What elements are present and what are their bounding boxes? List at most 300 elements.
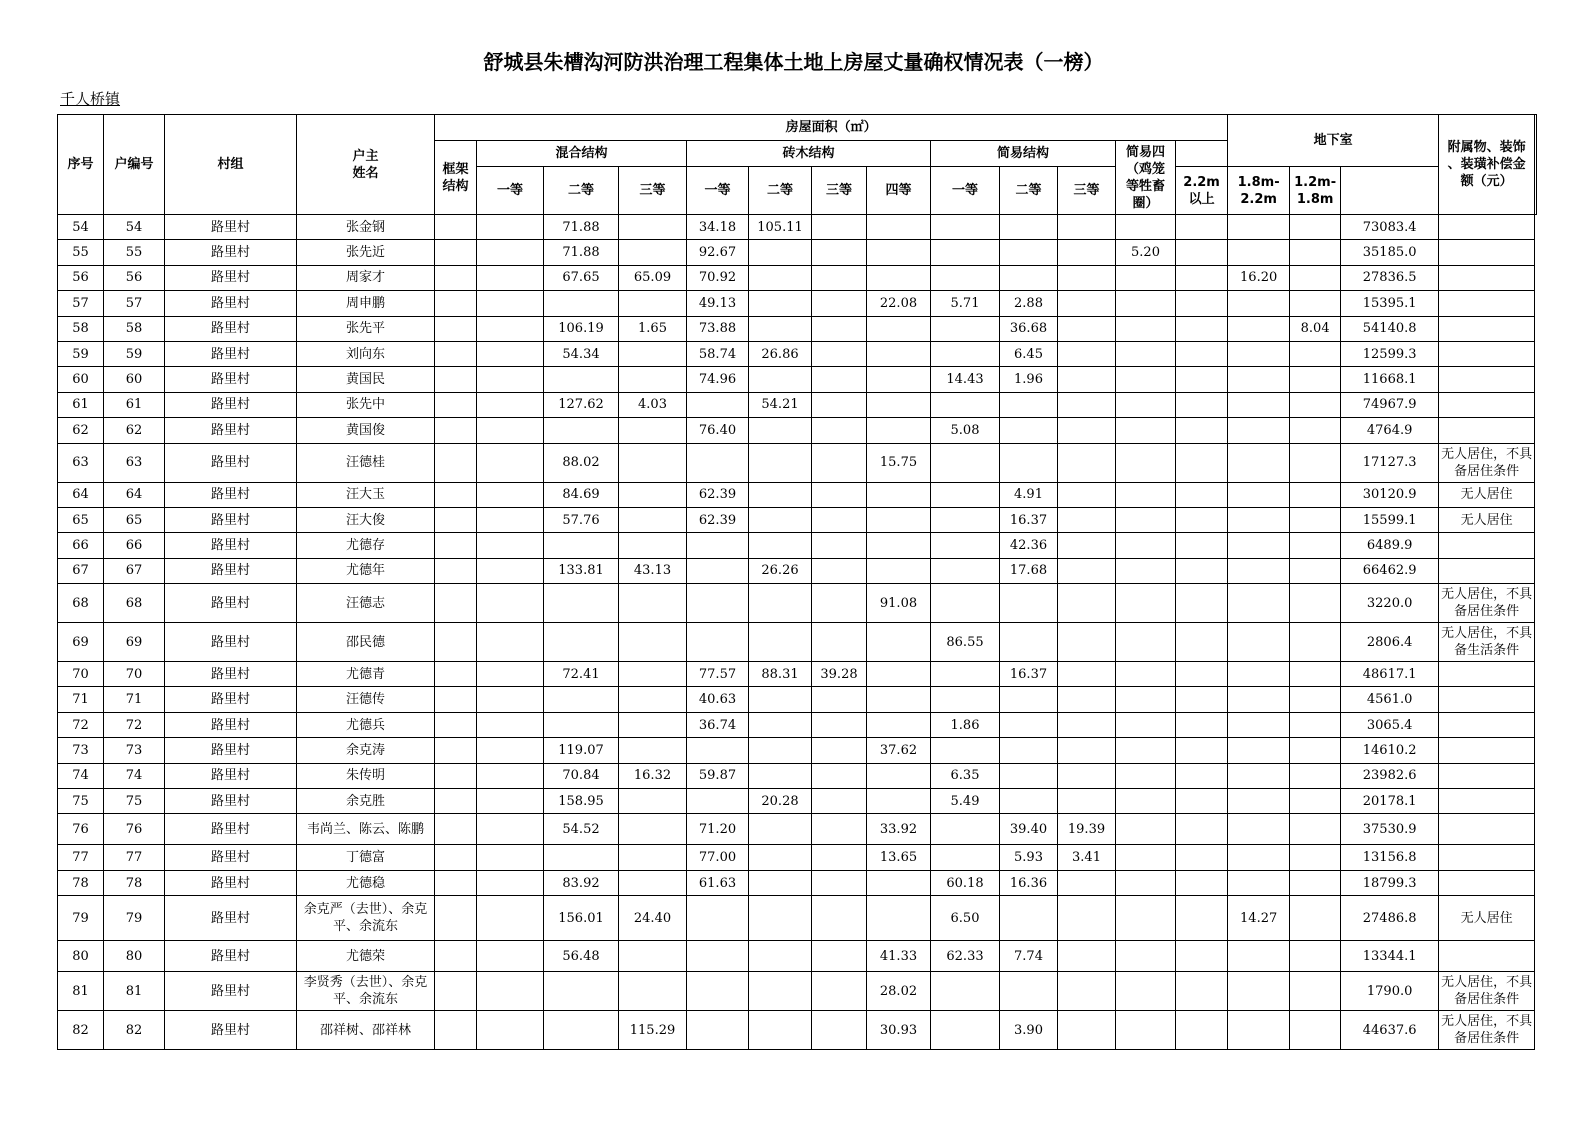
cell-mixed-grade1 [477, 443, 544, 482]
cell-simple-grade1 [931, 558, 1000, 583]
cell-frame [435, 972, 477, 1011]
cell-compensation: 66462.9 [1341, 558, 1439, 583]
cell-brick-grade1: 71.20 [687, 814, 749, 845]
cell-simple4 [1116, 584, 1176, 623]
cell-brick-grade1 [687, 1011, 749, 1050]
cell-basement-b3 [1290, 662, 1341, 687]
cell-basement-b1 [1176, 662, 1228, 687]
cell-basement-b1 [1176, 482, 1228, 507]
cell-seq: 78 [58, 870, 104, 895]
cell-simple-grade3 [1058, 662, 1116, 687]
cell-basement-b3 [1290, 972, 1341, 1011]
cell-seq: 65 [58, 507, 104, 532]
cell-owner: 韦尚兰、陈云、陈鹏 [297, 814, 435, 845]
cell-basement-b1 [1176, 584, 1228, 623]
cell-brick-grade3 [812, 845, 867, 870]
cell-brick-grade1 [687, 738, 749, 763]
cell-basement-b3 [1290, 533, 1341, 558]
cell-compensation: 27486.8 [1341, 896, 1439, 941]
cell-basement-b2 [1228, 738, 1290, 763]
cell-village: 路里村 [165, 367, 297, 392]
cell-remark: 无人居住，不具备居住条件 [1439, 1011, 1535, 1050]
cell-mixed-grade2: 56.48 [544, 941, 619, 972]
cell-brick-grade3 [812, 240, 867, 265]
cell-village: 路里村 [165, 972, 297, 1011]
cell-brick-grade3 [812, 814, 867, 845]
cell-basement-b1 [1176, 215, 1228, 240]
cell-basement-b1 [1176, 972, 1228, 1011]
cell-seq: 77 [58, 845, 104, 870]
cell-basement-b2 [1228, 845, 1290, 870]
cell-seq: 63 [58, 443, 104, 482]
cell-simple4 [1116, 623, 1176, 662]
cell-brick-grade2 [749, 265, 812, 290]
cell-remark [1439, 316, 1535, 341]
cell-seq: 76 [58, 814, 104, 845]
cell-mixed-grade1 [477, 533, 544, 558]
cell-mixed-grade3: 16.32 [619, 763, 687, 788]
cell-compensation: 44637.6 [1341, 1011, 1439, 1050]
cell-compensation: 2806.4 [1341, 623, 1439, 662]
cell-seq: 56 [58, 265, 104, 290]
table-row [58, 533, 1537, 558]
cell-simple-grade2: 1.96 [1000, 367, 1058, 392]
cell-simple-grade2 [1000, 738, 1058, 763]
cell-mixed-grade1 [477, 367, 544, 392]
cell-simple-grade3 [1058, 687, 1116, 712]
table-row [58, 558, 1537, 583]
cell-mixed-grade1 [477, 896, 544, 941]
cell-basement-b3 [1290, 738, 1341, 763]
cell-household-no: 74 [104, 763, 165, 788]
cell-mixed-grade2 [544, 845, 619, 870]
cell-compensation: 15599.1 [1341, 507, 1439, 532]
cell-frame [435, 341, 477, 366]
cell-mixed-grade2: 158.95 [544, 789, 619, 814]
cell-village: 路里村 [165, 392, 297, 417]
cell-seq: 64 [58, 482, 104, 507]
cell-seq: 74 [58, 763, 104, 788]
table-row [58, 584, 1537, 623]
cell-household-no: 70 [104, 662, 165, 687]
cell-brick-grade3 [812, 367, 867, 392]
header-simple4: 简易四 （鸡笼 等牲畜 圈） [1116, 141, 1176, 215]
cell-household-no: 58 [104, 316, 165, 341]
cell-mixed-grade1 [477, 291, 544, 316]
cell-brick-grade3 [812, 533, 867, 558]
cell-mixed-grade2: 72.41 [544, 662, 619, 687]
cell-owner: 汪大玉 [297, 482, 435, 507]
table-row [58, 240, 1537, 265]
cell-simple-grade3 [1058, 240, 1116, 265]
cell-basement-b1 [1176, 738, 1228, 763]
cell-brick-grade4 [867, 341, 931, 366]
cell-household-no: 81 [104, 972, 165, 1011]
table-row [58, 789, 1537, 814]
cell-remark: 无人居住，不具备居住条件 [1439, 972, 1535, 1011]
cell-village: 路里村 [165, 738, 297, 763]
cell-simple-grade1 [931, 507, 1000, 532]
cell-brick-grade2 [749, 712, 812, 737]
cell-mixed-grade1 [477, 662, 544, 687]
cell-simple-grade1 [931, 240, 1000, 265]
header-seq: 序号 [58, 115, 104, 215]
cell-remark [1439, 712, 1535, 737]
cell-brick-grade1: 40.63 [687, 687, 749, 712]
cell-owner: 汪大俊 [297, 507, 435, 532]
cell-owner: 张先平 [297, 316, 435, 341]
cell-village: 路里村 [165, 584, 297, 623]
cell-frame [435, 941, 477, 972]
cell-simple-grade1 [931, 533, 1000, 558]
cell-seq: 59 [58, 341, 104, 366]
cell-brick-grade2: 26.26 [749, 558, 812, 583]
cell-mixed-grade2: 54.52 [544, 814, 619, 845]
cell-basement-b3 [1290, 558, 1341, 583]
cell-brick-grade4: 33.92 [867, 814, 931, 845]
cell-remark [1439, 533, 1535, 558]
cell-basement-b1 [1176, 392, 1228, 417]
cell-seq: 73 [58, 738, 104, 763]
header-simple-grade1: 一等 [931, 167, 1000, 215]
cell-brick-grade4 [867, 763, 931, 788]
cell-household-no: 73 [104, 738, 165, 763]
header-brick-grade4: 四等 [867, 167, 931, 215]
table-row [58, 712, 1537, 737]
cell-simple4 [1116, 533, 1176, 558]
cell-mixed-grade1 [477, 763, 544, 788]
cell-brick-grade3 [812, 584, 867, 623]
cell-household-no: 66 [104, 533, 165, 558]
cell-brick-grade2 [749, 972, 812, 1011]
cell-basement-b3 [1290, 896, 1341, 941]
table-row [58, 972, 1537, 1011]
header-remark [1535, 115, 1537, 215]
cell-basement-b2 [1228, 316, 1290, 341]
cell-mixed-grade2: 88.02 [544, 443, 619, 482]
cell-simple-grade2 [1000, 896, 1058, 941]
cell-simple-grade2 [1000, 443, 1058, 482]
cell-brick-grade4 [867, 789, 931, 814]
cell-remark: 无人居住，不具备生活条件 [1439, 623, 1535, 662]
cell-frame [435, 845, 477, 870]
cell-simple-grade3 [1058, 291, 1116, 316]
cell-household-no: 67 [104, 558, 165, 583]
cell-brick-grade1: 77.00 [687, 845, 749, 870]
cell-mixed-grade2 [544, 972, 619, 1011]
cell-basement-b2 [1228, 482, 1290, 507]
cell-simple-grade3 [1058, 265, 1116, 290]
cell-basement-b3 [1290, 341, 1341, 366]
cell-owner: 刘向东 [297, 341, 435, 366]
cell-remark [1439, 789, 1535, 814]
cell-simple4 [1116, 418, 1176, 443]
cell-remark [1439, 738, 1535, 763]
cell-owner: 邵祥树、邵祥林 [297, 1011, 435, 1050]
cell-remark [1439, 687, 1535, 712]
cell-brick-grade1: 70.92 [687, 265, 749, 290]
cell-brick-grade4 [867, 240, 931, 265]
cell-brick-grade3 [812, 712, 867, 737]
header-mixed-grade2: 二等 [544, 167, 619, 215]
cell-simple4 [1116, 507, 1176, 532]
cell-basement-b2 [1228, 584, 1290, 623]
table-row [58, 896, 1537, 941]
cell-seq: 75 [58, 789, 104, 814]
cell-frame [435, 738, 477, 763]
cell-simple4 [1116, 845, 1176, 870]
cell-household-no: 56 [104, 265, 165, 290]
cell-brick-grade3 [812, 789, 867, 814]
cell-basement-b3 [1290, 240, 1341, 265]
cell-compensation: 13156.8 [1341, 845, 1439, 870]
cell-mixed-grade3 [619, 533, 687, 558]
cell-simple4 [1116, 215, 1176, 240]
cell-basement-b1 [1176, 507, 1228, 532]
cell-brick-grade2: 54.21 [749, 392, 812, 417]
header-household-no: 户编号 [104, 115, 165, 215]
cell-simple4 [1116, 341, 1176, 366]
table-body [58, 215, 1537, 1050]
cell-simple-grade3 [1058, 789, 1116, 814]
cell-household-no: 78 [104, 870, 165, 895]
cell-brick-grade1: 73.88 [687, 316, 749, 341]
cell-brick-grade4 [867, 623, 931, 662]
header-mixed: 混合结构 [477, 141, 687, 167]
cell-brick-grade1 [687, 584, 749, 623]
cell-brick-grade4 [867, 896, 931, 941]
cell-mixed-grade2: 127.62 [544, 392, 619, 417]
cell-household-no: 65 [104, 507, 165, 532]
cell-frame [435, 367, 477, 392]
cell-frame [435, 443, 477, 482]
cell-brick-grade4 [867, 367, 931, 392]
cell-mixed-grade2: 70.84 [544, 763, 619, 788]
cell-basement-b3 [1290, 870, 1341, 895]
cell-simple-grade3 [1058, 443, 1116, 482]
header-mixed-grade3: 三等 [619, 167, 687, 215]
cell-basement-b2 [1228, 814, 1290, 845]
cell-simple4 [1116, 482, 1176, 507]
cell-simple-grade2: 4.91 [1000, 482, 1058, 507]
cell-basement-b3 [1290, 941, 1341, 972]
cell-simple-grade1 [931, 316, 1000, 341]
cell-brick-grade4 [867, 662, 931, 687]
cell-compensation: 6489.9 [1341, 533, 1439, 558]
cell-household-no: 76 [104, 814, 165, 845]
cell-seq: 71 [58, 687, 104, 712]
cell-brick-grade4 [867, 316, 931, 341]
cell-simple4 [1116, 738, 1176, 763]
cell-household-no: 64 [104, 482, 165, 507]
table-row [58, 738, 1537, 763]
cell-mixed-grade1 [477, 482, 544, 507]
cell-compensation: 73083.4 [1341, 215, 1439, 240]
cell-mixed-grade1 [477, 623, 544, 662]
cell-simple-grade3 [1058, 533, 1116, 558]
cell-household-no: 63 [104, 443, 165, 482]
cell-basement-b1 [1176, 789, 1228, 814]
cell-basement-b2 [1228, 291, 1290, 316]
cell-village: 路里村 [165, 870, 297, 895]
cell-remark [1439, 763, 1535, 788]
cell-brick-grade4 [867, 687, 931, 712]
cell-simple-grade1 [931, 443, 1000, 482]
cell-simple-grade1 [931, 482, 1000, 507]
cell-compensation: 20178.1 [1341, 789, 1439, 814]
cell-brick-grade1 [687, 789, 749, 814]
cell-basement-b1 [1176, 558, 1228, 583]
cell-mixed-grade1 [477, 845, 544, 870]
cell-brick-grade2 [749, 738, 812, 763]
cell-frame [435, 712, 477, 737]
cell-basement-b3 [1290, 584, 1341, 623]
cell-frame [435, 418, 477, 443]
cell-basement-b2 [1228, 763, 1290, 788]
cell-simple4 [1116, 1011, 1176, 1050]
cell-mixed-grade1 [477, 418, 544, 443]
cell-frame [435, 763, 477, 788]
cell-simple-grade1 [931, 215, 1000, 240]
cell-simple-grade3 [1058, 341, 1116, 366]
cell-mixed-grade2: 119.07 [544, 738, 619, 763]
cell-brick-grade4 [867, 392, 931, 417]
cell-seq: 82 [58, 1011, 104, 1050]
cell-simple-grade1 [931, 814, 1000, 845]
cell-simple-grade3 [1058, 941, 1116, 972]
cell-basement-b1 [1176, 291, 1228, 316]
cell-basement-b2 [1228, 662, 1290, 687]
cell-owner: 周申鹏 [297, 291, 435, 316]
cell-frame [435, 896, 477, 941]
cell-basement-b2 [1228, 507, 1290, 532]
cell-basement-b2 [1228, 367, 1290, 392]
cell-mixed-grade3 [619, 240, 687, 265]
cell-compensation: 48617.1 [1341, 662, 1439, 687]
page-title: 舒城县朱槽沟河防洪治理工程集体土地上房屋丈量确权情况表（一榜） [483, 50, 1104, 74]
cell-compensation: 23982.6 [1341, 763, 1439, 788]
cell-mixed-grade3 [619, 941, 687, 972]
cell-frame [435, 291, 477, 316]
cell-brick-grade1 [687, 972, 749, 1011]
cell-seq: 69 [58, 623, 104, 662]
cell-brick-grade2 [749, 240, 812, 265]
cell-remark [1439, 367, 1535, 392]
cell-mixed-grade3 [619, 341, 687, 366]
cell-simple4 [1116, 291, 1176, 316]
cell-simple-grade2: 16.36 [1000, 870, 1058, 895]
cell-simple-grade2 [1000, 215, 1058, 240]
cell-owner: 汪德传 [297, 687, 435, 712]
cell-basement-b2: 14.27 [1228, 896, 1290, 941]
cell-brick-grade1: 61.63 [687, 870, 749, 895]
cell-brick-grade2 [749, 941, 812, 972]
cell-seq: 55 [58, 240, 104, 265]
cell-brick-grade2 [749, 1011, 812, 1050]
cell-household-no: 75 [104, 789, 165, 814]
cell-frame [435, 623, 477, 662]
cell-simple-grade1: 62.33 [931, 941, 1000, 972]
header-compensation: 附属物、装饰 、装璜补偿金 额（元） [1439, 115, 1535, 215]
cell-seq: 79 [58, 896, 104, 941]
cell-owner: 朱传明 [297, 763, 435, 788]
cell-village: 路里村 [165, 814, 297, 845]
cell-simple-grade1: 60.18 [931, 870, 1000, 895]
cell-brick-grade3 [812, 941, 867, 972]
cell-brick-grade3 [812, 316, 867, 341]
cell-remark [1439, 240, 1535, 265]
cell-basement-b3: 8.04 [1290, 316, 1341, 341]
cell-simple-grade3: 3.41 [1058, 845, 1116, 870]
cell-brick-grade2 [749, 443, 812, 482]
cell-remark [1439, 291, 1535, 316]
cell-mixed-grade3 [619, 712, 687, 737]
cell-simple-grade1 [931, 1011, 1000, 1050]
cell-owner: 黄国民 [297, 367, 435, 392]
cell-simple-grade1: 5.49 [931, 789, 1000, 814]
cell-mixed-grade2: 106.19 [544, 316, 619, 341]
cell-village: 路里村 [165, 265, 297, 290]
cell-simple4 [1116, 316, 1176, 341]
cell-basement-b3 [1290, 845, 1341, 870]
cell-mixed-grade2 [544, 1011, 619, 1050]
cell-basement-b1 [1176, 341, 1228, 366]
cell-mixed-grade3 [619, 814, 687, 845]
cell-compensation: 4561.0 [1341, 687, 1439, 712]
cell-simple-grade1 [931, 265, 1000, 290]
cell-mixed-grade2 [544, 367, 619, 392]
cell-brick-grade2 [749, 845, 812, 870]
cell-brick-grade3 [812, 443, 867, 482]
cell-compensation: 35185.0 [1341, 240, 1439, 265]
cell-basement-b2 [1228, 215, 1290, 240]
cell-village: 路里村 [165, 291, 297, 316]
cell-brick-grade3 [812, 763, 867, 788]
cell-basement-b2 [1228, 687, 1290, 712]
cell-brick-grade1 [687, 558, 749, 583]
cell-owner: 尤德荣 [297, 941, 435, 972]
cell-compensation: 54140.8 [1341, 316, 1439, 341]
cell-owner: 汪德桂 [297, 443, 435, 482]
cell-seq: 67 [58, 558, 104, 583]
cell-simple-grade2: 6.45 [1000, 341, 1058, 366]
cell-simple-grade1 [931, 845, 1000, 870]
header-basement-b3: 1.2m- 1.8m [1290, 167, 1341, 215]
cell-mixed-grade3 [619, 738, 687, 763]
cell-simple-grade2: 36.68 [1000, 316, 1058, 341]
cell-simple-grade2 [1000, 623, 1058, 662]
cell-brick-grade3 [812, 896, 867, 941]
cell-remark [1439, 662, 1535, 687]
cell-frame [435, 265, 477, 290]
cell-mixed-grade3 [619, 972, 687, 1011]
cell-owner: 李贤秀（去世）、余克平、余流东 [297, 972, 435, 1011]
cell-brick-grade3 [812, 507, 867, 532]
table-row [58, 265, 1537, 290]
cell-compensation: 15395.1 [1341, 291, 1439, 316]
cell-brick-grade3 [812, 870, 867, 895]
cell-seq: 58 [58, 316, 104, 341]
cell-mixed-grade3 [619, 789, 687, 814]
cell-mixed-grade1 [477, 941, 544, 972]
cell-frame [435, 316, 477, 341]
cell-simple-grade2: 16.37 [1000, 662, 1058, 687]
cell-brick-grade1 [687, 392, 749, 417]
table-header [58, 115, 1537, 215]
table-row [58, 215, 1537, 240]
cell-simple-grade2 [1000, 972, 1058, 1011]
cell-brick-grade3 [812, 291, 867, 316]
